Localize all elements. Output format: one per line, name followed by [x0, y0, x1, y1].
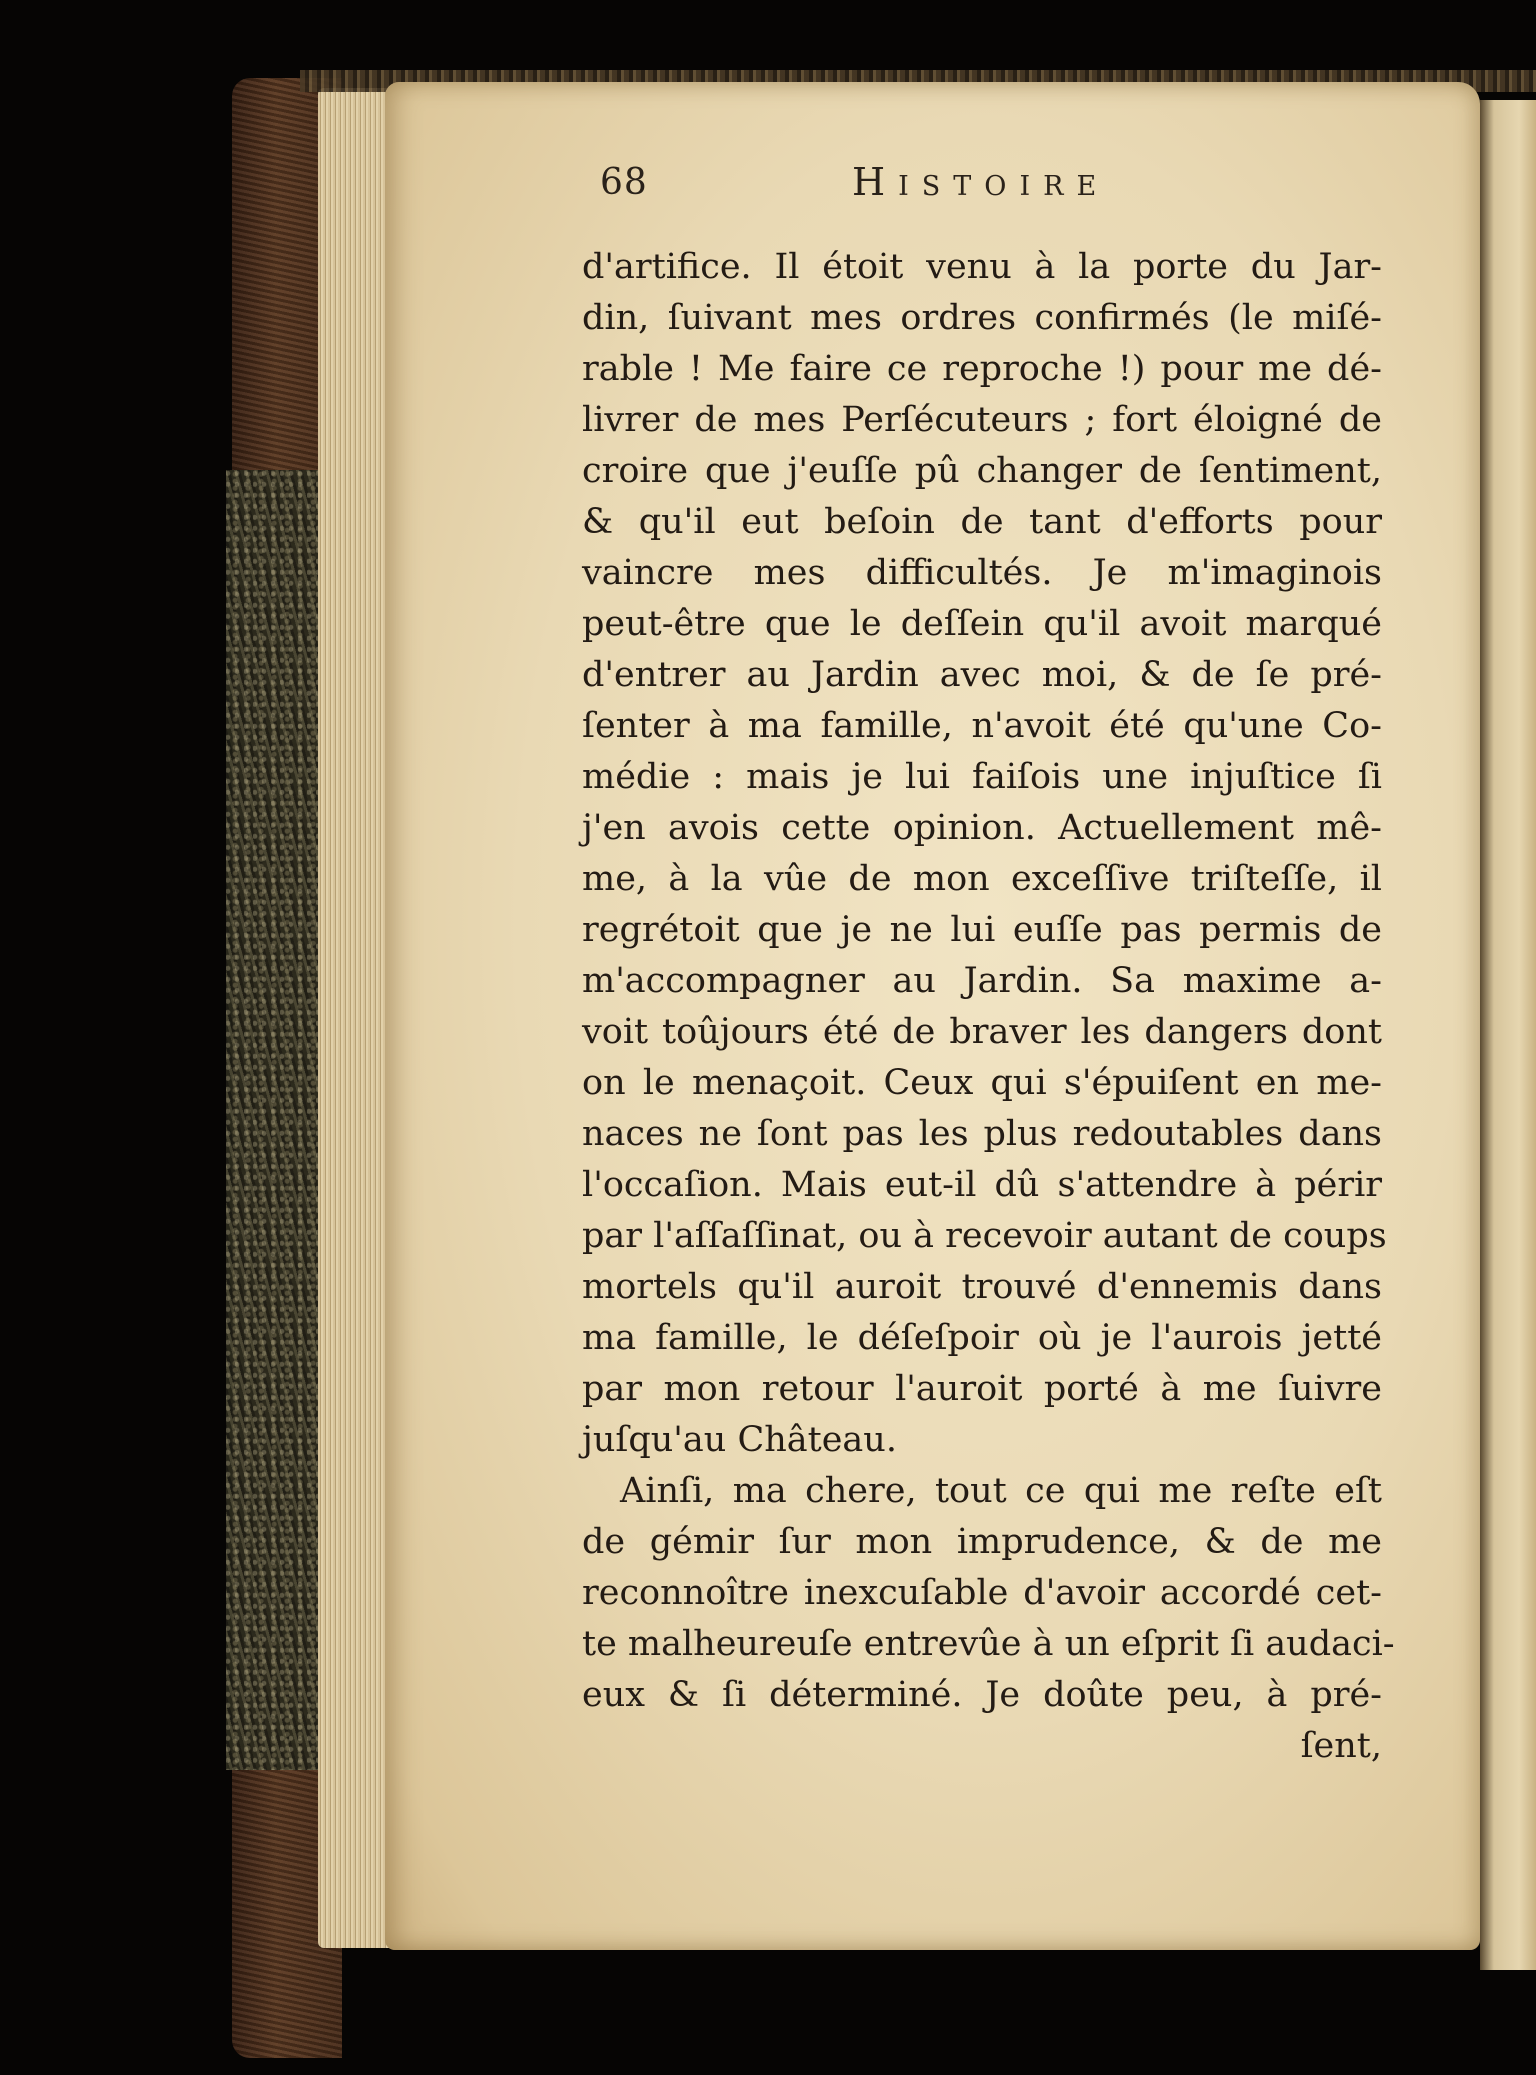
text-line: peut-être que le deſſein qu'il avoit marqué [582, 604, 1382, 644]
text-line: din, ſuivant mes ordres confirmés (le miſé- [582, 298, 1382, 338]
text-line: rable ! Me faire ce reproche !) pour me dé- [582, 349, 1382, 389]
text-line: de gémir ſur mon imprudence, & de me [582, 1522, 1382, 1562]
text-line: ma famille, le déſeſpoir où je l'aurois jetté [582, 1318, 1382, 1358]
text-line: te malheureuſe entrevûe à un eſprit ſi audaci- [582, 1624, 1395, 1664]
text-line: l'occaſion. Mais eut-il dû s'attendre à périr [582, 1165, 1382, 1205]
page-number: 68 [600, 162, 648, 203]
text-line: me, à la vûe de mon exceſſive triſteſſe, il [582, 859, 1382, 899]
text-line: livrer de mes Perſécuteurs ; fort éloigné de [582, 400, 1382, 440]
marbled-board [226, 470, 322, 1770]
text-line: par l'aſſaſſinat, ou à recevoir autant de coups [582, 1216, 1387, 1256]
text-line: eux & ſi déterminé. Je doûte peu, à pré- [582, 1675, 1382, 1715]
text-line: par mon retour l'auroit porté à me ſuivre [582, 1369, 1382, 1409]
text-line: croire que j'euſſe pû changer de ſentiment, [582, 451, 1382, 491]
text-line: d'artifice. Il étoit venu à la porte du Jar- [582, 247, 1382, 287]
text-line: ſenter à ma famille, n'avoit été qu'une Co- [582, 706, 1382, 746]
text-line: médie : mais je lui faiſois une injuſtice ſi [582, 757, 1382, 797]
text-line: mortels qu'il auroit trouvé d'ennemis dans [582, 1267, 1382, 1307]
catchword: ſent, [1300, 1726, 1382, 1766]
text-line: regrétoit que je ne lui euſſe pas permis de [582, 910, 1382, 950]
text-line: & qu'il eut beſoin de tant d'efforts pour [582, 502, 1382, 542]
text-line: juſqu'au Château. [582, 1420, 897, 1460]
page-header [600, 162, 1380, 232]
body-text [582, 242, 1395, 1772]
text-line: voit toûjours été de braver les dangers dont [582, 1012, 1382, 1052]
text-line: vaincre mes difficultés. Je m'imaginois [582, 553, 1382, 593]
text-line: reconnoître inexcuſable d'avoir accordé cet- [582, 1573, 1382, 1613]
text-line: Ainſi, ma chere, tout ce qui me reſte eſt [620, 1471, 1382, 1511]
text-line: on le menaçoit. Ceux qui s'épuiſent en me- [582, 1063, 1382, 1103]
text-line: m'accompagner au Jardin. Sa maxime a- [582, 961, 1382, 1001]
facing-page-edge [1480, 100, 1536, 1970]
text-line: d'entrer au Jardin avec moi, & de ſe pré- [582, 655, 1382, 695]
text-line: j'en avois cette opinion. Actuellement mê- [582, 808, 1382, 848]
running-head: Histoire [852, 160, 1110, 204]
text-line: naces ne ſont pas les plus redoutables dans [582, 1114, 1382, 1154]
